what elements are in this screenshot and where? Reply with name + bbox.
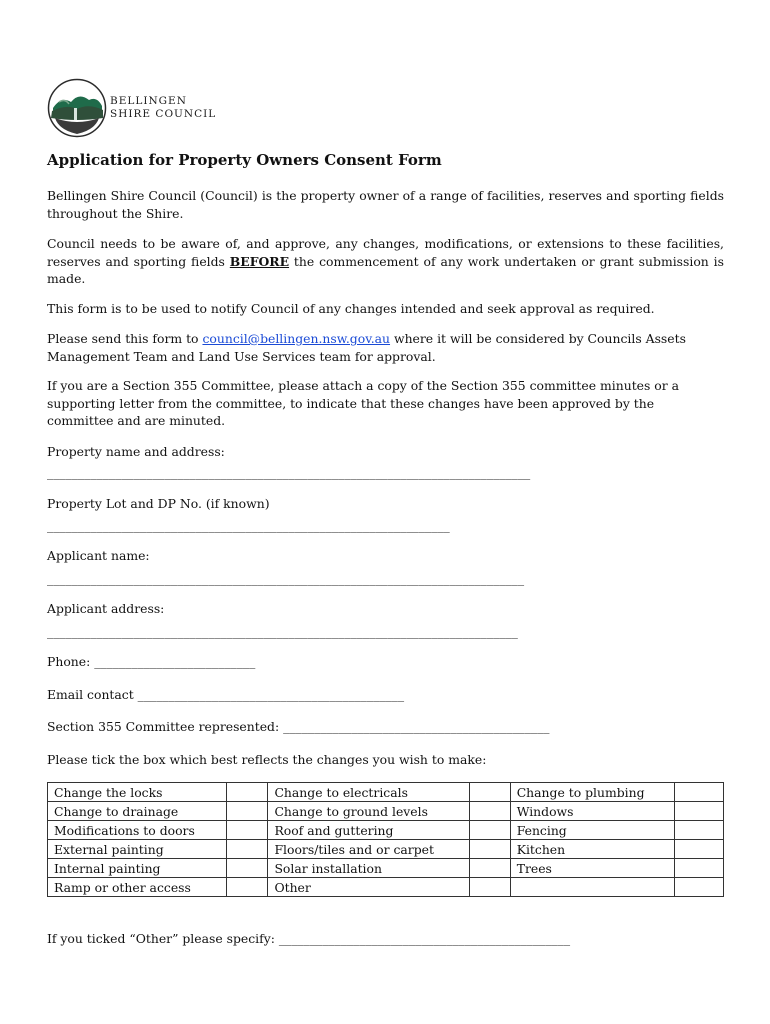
option-label: External painting xyxy=(48,840,227,859)
table-row xyxy=(48,802,724,821)
table-row xyxy=(48,821,724,840)
option-label: Solar installation xyxy=(268,859,469,878)
intro-paragraph-1: Bellingen Shire Council (Council) is the property owner of a range of facilities, reserves and sporting fields throughout the Shire. xyxy=(47,188,724,221)
option-label: Other xyxy=(268,878,469,897)
table-row xyxy=(48,859,724,878)
lot-field[interactable]: _________________________________________________________________ xyxy=(47,518,450,533)
option-checkbox[interactable] xyxy=(675,859,724,878)
option-label xyxy=(510,878,674,897)
option-label: Fencing xyxy=(510,821,674,840)
option-checkbox[interactable] xyxy=(469,802,510,821)
option-checkbox[interactable] xyxy=(469,878,510,897)
p2-text-before: Council needs to be aware of, and approve, any changes, modifications, or extensions to these facilities, reserves and sporting fields xyxy=(47,236,724,269)
option-checkbox[interactable] xyxy=(469,859,510,878)
council-email-link[interactable]: council@bellingen.nsw.gov.au xyxy=(202,331,391,346)
option-checkbox[interactable] xyxy=(227,802,268,821)
intro-paragraph-5: If you are a Section 355 Committee, please attach a copy of the Section 355 committee minutes or a supporting letter from the committee, to indicate that these changes have been approved by the committee and are minuted. xyxy=(47,378,680,428)
option-checkbox[interactable] xyxy=(469,821,510,840)
option-checkbox[interactable] xyxy=(469,783,510,802)
p2-text-after: the commencement of any work undertaken or grant submission is made. xyxy=(47,253,724,286)
other-specify-field[interactable]: If you ticked “Other” please specify: _______________________________________________ xyxy=(47,931,571,946)
p4-text-before: Please send this form to xyxy=(47,331,203,346)
email-field[interactable]: Email contact ___________________________________________ xyxy=(47,687,405,702)
changes-checkbox-table xyxy=(47,782,724,897)
option-checkbox[interactable] xyxy=(227,783,268,802)
option-checkbox[interactable] xyxy=(675,840,724,859)
option-checkbox[interactable] xyxy=(227,821,268,840)
option-checkbox[interactable] xyxy=(227,840,268,859)
wordmark-line-1: BELLINGEN xyxy=(110,95,187,107)
option-label: Floors/tiles and or carpet xyxy=(268,840,469,859)
property-label: Property name and address: xyxy=(47,444,225,459)
council-wordmark xyxy=(110,95,216,121)
tick-instruction: Please tick the box which best reflects the changes you wish to make: xyxy=(47,752,487,767)
option-label: Trees xyxy=(510,859,674,878)
applicant-name-label: Applicant name: xyxy=(47,548,150,563)
option-checkbox[interactable] xyxy=(227,878,268,897)
intro-paragraph-2 xyxy=(47,235,724,288)
option-checkbox[interactable] xyxy=(675,821,724,840)
phone-field[interactable]: Phone: __________________________ xyxy=(47,654,256,669)
option-label: Change the locks xyxy=(48,783,227,802)
option-checkbox[interactable] xyxy=(227,859,268,878)
option-label: Ramp or other access xyxy=(48,878,227,897)
option-label: Modifications to doors xyxy=(48,821,227,840)
before-keyword: BEFORE xyxy=(229,253,290,269)
option-checkbox[interactable] xyxy=(675,783,724,802)
council-logo-icon xyxy=(47,78,107,138)
wordmark-line-2: SHIRE COUNCIL xyxy=(110,108,217,120)
option-checkbox[interactable] xyxy=(675,878,724,897)
lot-label: Property Lot and DP No. (if known) xyxy=(47,496,270,511)
intro-paragraph-4 xyxy=(47,330,724,365)
option-label: Change to drainage xyxy=(48,802,227,821)
option-label: Windows xyxy=(510,802,674,821)
table-row xyxy=(48,783,724,802)
page-title: Application for Property Owners Consent Form xyxy=(47,151,442,169)
option-label: Roof and guttering xyxy=(268,821,469,840)
p4-text-after: where it will be considered by Councils Assets Management Team and Land Use Services team for approval. xyxy=(47,331,686,364)
applicant-name-field[interactable]: _____________________________________________________________________________ xyxy=(47,571,525,586)
applicant-address-label: Applicant address: xyxy=(47,601,165,616)
applicant-address-field[interactable]: ____________________________________________________________________________ xyxy=(47,624,518,639)
property-field[interactable]: ______________________________________________________________________________ xyxy=(47,465,531,480)
option-label: Change to electricals xyxy=(268,783,469,802)
option-checkbox[interactable] xyxy=(675,802,724,821)
option-label: Kitchen xyxy=(510,840,674,859)
option-label: Change to plumbing xyxy=(510,783,674,802)
option-checkbox[interactable] xyxy=(469,840,510,859)
table-row xyxy=(48,840,724,859)
committee-field[interactable]: Section 355 Committee represented: ___________________________________________ xyxy=(47,719,550,734)
intro-paragraph-3: This form is to be used to notify Council of any changes intended and seek approval as required. xyxy=(47,301,655,316)
option-label: Change to ground levels xyxy=(268,802,469,821)
option-label: Internal painting xyxy=(48,859,227,878)
table-row xyxy=(48,878,724,897)
